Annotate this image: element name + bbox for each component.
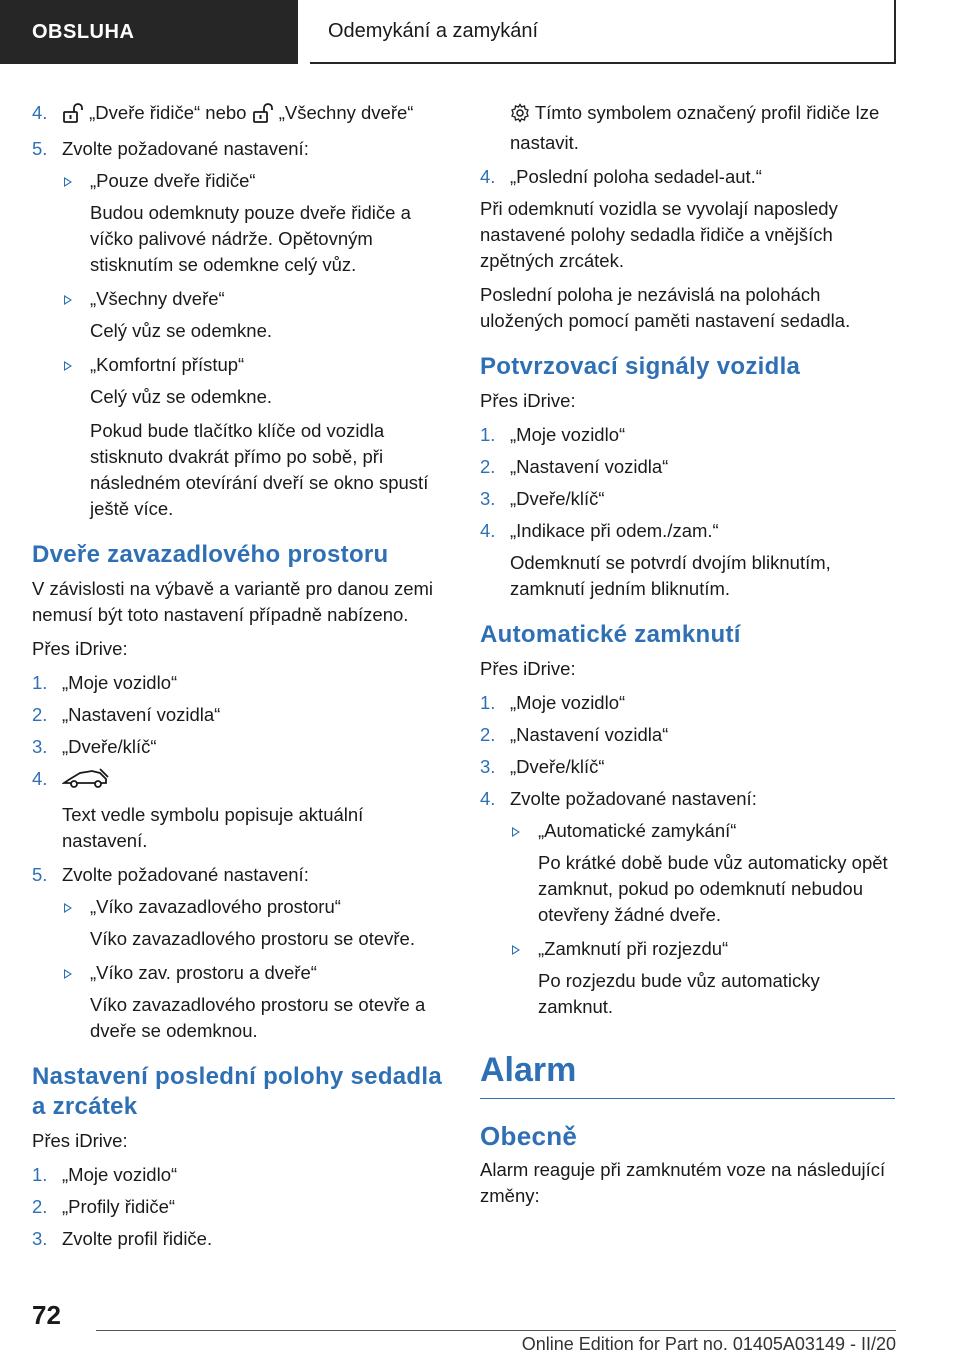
list-item (32, 1226, 447, 1252)
option-text: „Všechny dveře“ (278, 102, 414, 123)
sub-item (32, 894, 447, 920)
list-text: „Dveře/klíč“ (510, 756, 605, 777)
sub-item-desc: Víko zavazadlového prostoru se otevře a dveře se odemknou. (90, 994, 426, 1041)
profile-note (480, 100, 895, 156)
list-item (480, 690, 895, 716)
list-number: 3. (480, 756, 496, 777)
list-text: „Moje vozidlo“ (510, 692, 626, 713)
list-item (480, 518, 895, 544)
list-text: „Nastavení vozidla“ (62, 704, 221, 725)
heading-general: Obecně (480, 1121, 578, 1151)
sub-item-label: „Zamknutí při rozjezdu“ (538, 938, 729, 959)
page-header (310, 0, 896, 64)
chapter-title: Odemykání a zamykání (328, 19, 539, 42)
list-text: „Indikace při odem./zam.“ (510, 520, 719, 541)
triangle-bullet-icon (512, 827, 520, 837)
sub-item-label: „Víko zavazadlového prostoru“ (90, 896, 341, 917)
list-item (32, 136, 447, 162)
heading-confirm: Potvrzovací signály vozidla (480, 353, 801, 380)
list-number: 2. (32, 1196, 48, 1217)
list-number: 3. (480, 488, 496, 509)
list-text: Zvolte profil řidiče. (62, 1228, 213, 1249)
list-number: 2. (32, 704, 48, 725)
list-item (32, 766, 447, 796)
triangle-bullet-icon (512, 945, 520, 955)
sub-item (32, 960, 447, 986)
sub-item-label: „Automatické zamykání“ (538, 820, 737, 841)
sub-item-label: „Komfortní přístup“ (90, 354, 245, 375)
item-desc: Text vedle symbolu popisuje aktuální nastavení. (62, 804, 364, 851)
list-item (32, 1194, 447, 1220)
list-number: 4. (480, 788, 496, 809)
list-item (480, 164, 895, 190)
list-text: „Nastavení vozidla“ (510, 724, 669, 745)
section-tab (0, 0, 298, 64)
list-number: 5. (32, 138, 48, 159)
heading-auto: Automatické zamknutí (480, 621, 741, 648)
item-desc: Odemknutí se potvrdí dvojím bliknutím, zamknutí jedním bliknutím. (510, 552, 831, 599)
paragraph: Přes iDrive: (480, 390, 576, 411)
list-item (32, 734, 447, 760)
sub-item-desc: Po krátké době bude vůz automaticky opět zamknut, pokud po odemknutí nebudou otevřeny žádné dveře. (538, 852, 888, 925)
page-number: 72 (32, 1300, 61, 1330)
paragraph: Přes iDrive: (32, 1130, 128, 1151)
list-number: 2. (480, 724, 496, 745)
sub-item (480, 818, 895, 844)
sub-item-label: „Pouze dveře řidiče“ (90, 170, 256, 191)
list-number: 3. (32, 736, 48, 757)
paragraph: V závislosti na výbavě a variantě pro danou zemi nemusí být toto nastavení případně nabízeno. (32, 578, 434, 625)
sub-item-desc: Víko zavazadlového prostoru se otevře. (90, 928, 415, 949)
list-text: „Nastavení vozidla“ (510, 456, 669, 477)
list-item (32, 702, 447, 728)
list-number: 4. (480, 520, 496, 541)
list-text: „Dveře/klíč“ (62, 736, 157, 757)
list-number: 4. (32, 768, 48, 789)
sub-item (32, 286, 447, 312)
list-item (32, 862, 447, 888)
list-number: 3. (32, 1228, 48, 1249)
sub-item (480, 936, 895, 962)
list-item (480, 454, 895, 480)
list-text: Zvolte požadované nastavení: (62, 864, 309, 885)
list-item (480, 486, 895, 512)
list-text: Zvolte požadované nastavení: (510, 788, 757, 809)
sub-item-label: „Víko zav. prostoru a dveře“ (90, 962, 317, 983)
list-text: „Moje vozidlo“ (62, 672, 178, 693)
triangle-bullet-icon (64, 295, 72, 305)
paragraph: Alarm reaguje při zamknutém voze na následující změny: (480, 1159, 886, 1206)
list-item (32, 670, 447, 696)
list-number: 1. (480, 692, 496, 713)
unlock-icon (252, 103, 274, 130)
paragraph: Přes iDrive: (480, 658, 576, 679)
list-item (32, 1162, 447, 1188)
right-column (480, 100, 895, 1217)
list-text: „Moje vozidlo“ (510, 424, 626, 445)
heading-alarm: Alarm (480, 1048, 895, 1099)
triangle-bullet-icon (64, 177, 72, 187)
list-number: 2. (480, 456, 496, 477)
paragraph: Při odemknutí vozidla se vyvolají naposledy nastavené polohy sedadla řidiče a vnějších zpětných zrcátek. (480, 198, 838, 271)
paragraph: Poslední poloha je nezávislá na polohách uložených pomocí paměti nastavení sedadla. (480, 284, 851, 331)
option-text: „Dveře řidiče“ nebo (89, 102, 247, 123)
list-item (480, 754, 895, 780)
list-item (480, 722, 895, 748)
list-number: 1. (480, 424, 496, 445)
note-text: Pokud bude tlačítko klíče od vozidla stisknuto dvakrát přímo po sobě, při následném otevírání dveří se okno spustí ještě více. (90, 420, 429, 519)
list-number: 5. (32, 864, 48, 885)
list-item (480, 786, 895, 812)
heading-trunk: Dveře zavazadlového prostoru (32, 541, 389, 568)
list-item (480, 422, 895, 448)
list-number: 1. (32, 672, 48, 693)
paragraph: Přes iDrive: (32, 638, 128, 659)
triangle-bullet-icon (64, 903, 72, 913)
sub-item (32, 352, 447, 378)
sub-item-desc: Celý vůz se odemkne. (90, 320, 273, 341)
list-number: 4. (480, 166, 496, 187)
list-number: 4. (32, 102, 48, 123)
triangle-bullet-icon (64, 969, 72, 979)
car-trunk-icon (62, 767, 110, 796)
heading-seat: Nastavení poslední polohy sedadla a zrcátek (32, 1063, 443, 1120)
left-column (32, 100, 447, 1258)
sub-item-desc: Celý vůz se odemkne. (90, 386, 273, 407)
list-text: Zvolte požadované nastavení: (62, 138, 309, 159)
list-text: „Poslední poloha sedadel-aut.“ (510, 166, 762, 187)
list-text: „Dveře/klíč“ (510, 488, 605, 509)
triangle-bullet-icon (64, 361, 72, 371)
list-item (32, 100, 447, 130)
list-number: 1. (32, 1164, 48, 1185)
profile-note-text: Tímto symbolem označený profil řidiče lze nastavit. (510, 102, 880, 153)
gear-icon (510, 103, 530, 130)
section-label: OBSLUHA (32, 20, 135, 43)
sub-item (32, 168, 447, 194)
list-text: „Profily řidiče“ (62, 1196, 176, 1217)
list-text: „Moje vozidlo“ (62, 1164, 178, 1185)
sub-item-label: „Všechny dveře“ (90, 288, 225, 309)
footer-divider (96, 1330, 896, 1331)
sub-item-desc: Po rozjezdu bude vůz automaticky zamknut. (538, 970, 820, 1017)
unlock-icon (62, 103, 84, 130)
sub-item-desc: Budou odemknuty pouze dveře řidiče a víčko palivové nádrže. Opětovným stisknutím se odemkne celý vůz. (90, 202, 411, 275)
footer-edition: Online Edition for Part no. 01405A03149 - II/20 (521, 1334, 896, 1354)
